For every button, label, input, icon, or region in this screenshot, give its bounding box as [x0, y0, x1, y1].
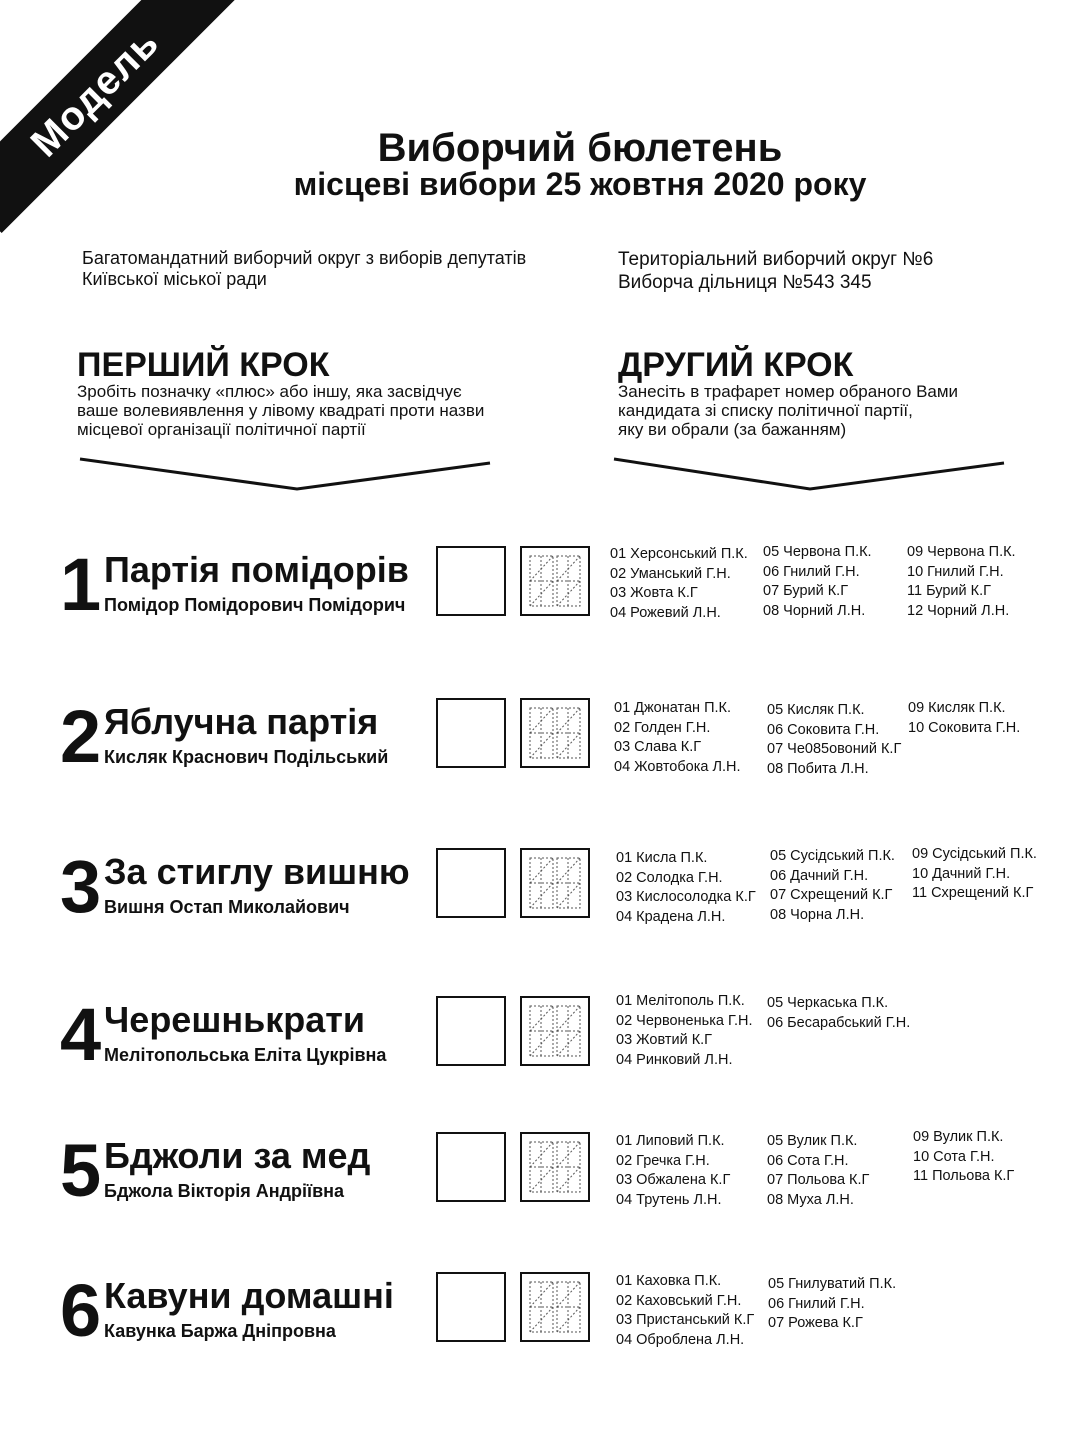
candidate-entry: 11 Бурий К.Г [907, 583, 991, 599]
candidate-entry: 07 Рожева К.Г [768, 1315, 863, 1331]
step-one-line: місцевої організації політичної партії [77, 420, 366, 439]
district-right-line: Виборча дільниця №543 345 [618, 272, 872, 293]
candidate-entry: 07 Схрещений К.Г [770, 887, 893, 903]
candidate-entry: 01 Мелітополь П.К. [616, 993, 745, 1009]
candidate-entry: 06 Гнилий Г.Н. [763, 563, 860, 580]
party-number: 2 [60, 695, 102, 778]
candidate-column [610, 545, 748, 623]
candidate-entry: 03 Жовтий К.Г [616, 1032, 713, 1048]
party-number: 4 [60, 993, 102, 1076]
party-name: Партія помідорів [104, 549, 409, 590]
candidate-column [614, 699, 741, 777]
party-name: Яблучна партія [104, 701, 379, 742]
stencil-digits-icon [527, 1279, 583, 1335]
candidate-entry: 06 Бесарабський Г.Н. [767, 1014, 911, 1031]
party-checkbox[interactable] [436, 1272, 506, 1342]
party-number: 3 [60, 845, 102, 928]
candidate-column [767, 1132, 869, 1210]
candidate-entry: 04 Крадена Л.Н. [616, 908, 726, 925]
candidate-entry: 04 Рожевий Л.Н. [610, 604, 721, 621]
candidate-entry: 05 Сусідський П.К. [770, 848, 895, 864]
candidate-entry: 04 Оброблена Л.Н. [616, 1331, 745, 1348]
candidate-entry: 06 Дачний Г.Н. [770, 867, 869, 884]
candidate-entry: 04 Ринковий Л.Н. [616, 1051, 733, 1068]
step-two-text [618, 382, 958, 439]
candidate-entry: 03 Кислосолодка К.Г [616, 889, 756, 905]
candidate-entry: 03 Обжалена К.Г [616, 1172, 731, 1188]
stencil-digits-icon [527, 1139, 583, 1195]
candidate-entry: 01 Каховка П.К. [616, 1273, 722, 1289]
candidate-entry: 10 Соковита Г.Н. [908, 719, 1021, 736]
district-left [82, 248, 526, 290]
candidate-entry: 07 Бурий К.Г [763, 583, 849, 599]
candidate-entry: 05 Кисляк П.К. [767, 702, 865, 718]
candidate-column [616, 1272, 754, 1350]
candidate-stencil[interactable] [520, 1272, 590, 1342]
candidate-column [767, 701, 901, 779]
candidate-entry: 09 Вулик П.К. [913, 1129, 1004, 1145]
candidate-column [768, 1275, 896, 1334]
candidate-entry: 02 Каховський Г.Н. [616, 1292, 742, 1309]
step-one-line: ваше волевиявлення у лівому квадраті проти назви [77, 401, 485, 420]
candidate-column [908, 699, 1020, 738]
candidate-stencil[interactable] [520, 546, 590, 616]
candidate-entry: 01 Липовий П.К. [616, 1133, 725, 1149]
candidate-entry: 01 Кисла П.К. [616, 850, 708, 866]
candidate-entry: 09 Кисляк П.К. [908, 700, 1006, 716]
candidate-entry: 10 Сота Г.Н. [913, 1148, 995, 1165]
stencil-digits-icon [527, 553, 583, 609]
candidate-entry: 11 Польова К.Г [913, 1168, 1015, 1184]
party-leader: Кавунка Баржа Дніпровна [104, 1321, 336, 1341]
stencil-digits-icon [527, 705, 583, 761]
ribbon-label: Модель [22, 20, 168, 166]
candidate-stencil[interactable] [520, 698, 590, 768]
candidate-entry: 09 Червона П.К. [907, 544, 1016, 560]
party-leader: Вишня Остап Миколайович [104, 897, 350, 917]
candidate-entry: 02 Голден Г.Н. [614, 719, 711, 736]
candidate-entry: 06 Сота Г.Н. [767, 1152, 849, 1169]
candidate-entry: 09 Сусідський П.К. [912, 846, 1037, 862]
candidate-entry: 07 Че085овоний К.Г [767, 741, 902, 757]
party-leader: Помідор Помідорович Помідорич [104, 595, 406, 615]
party-leader: Бджола Вікторія Андріївна [104, 1181, 345, 1201]
party-name: Кавуни домашні [104, 1275, 394, 1316]
candidate-column [770, 847, 895, 925]
step-one-arrow [80, 459, 490, 489]
party-name: Черешнькрати [104, 999, 365, 1040]
party-number: 6 [60, 1269, 102, 1352]
step-dividers [0, 450, 1080, 500]
candidate-entry: 08 Муха Л.Н. [767, 1191, 854, 1208]
candidate-column [767, 994, 910, 1033]
step-one-heading: ПЕРШИЙ КРОК [77, 346, 330, 384]
step-two [618, 348, 958, 439]
party-checkbox[interactable] [436, 1132, 506, 1202]
party-checkbox[interactable] [436, 848, 506, 918]
candidate-stencil[interactable] [520, 996, 590, 1066]
candidate-column [907, 543, 1016, 621]
candidate-entry: 06 Соковита Г.Н. [767, 721, 880, 738]
party-name: Бджоли за мед [104, 1135, 371, 1176]
candidate-stencil[interactable] [520, 1132, 590, 1202]
district-left-line: Київської міської ради [82, 269, 267, 289]
candidate-stencil[interactable] [520, 848, 590, 918]
candidate-entry: 12 Чорний Л.Н. [907, 602, 1010, 619]
candidate-entry: 02 Уманський Г.Н. [610, 565, 731, 582]
party-checkbox[interactable] [436, 698, 506, 768]
candidate-entry: 04 Жовтобока Л.Н. [614, 758, 741, 775]
candidate-column [912, 845, 1037, 904]
candidate-entry: 05 Вулик П.К. [767, 1133, 858, 1149]
party-checkbox[interactable] [436, 996, 506, 1066]
step-two-arrow [614, 459, 1004, 489]
party-checkbox[interactable] [436, 546, 506, 616]
party-number: 1 [60, 543, 102, 626]
district-right-line: Територіальний виборчий округ №6 [618, 249, 934, 270]
stencil-digits-icon [527, 855, 583, 911]
candidate-entry: 02 Солодка Г.Н. [616, 869, 723, 886]
candidate-entry: 08 Чорний Л.Н. [763, 602, 866, 619]
candidate-column [616, 992, 753, 1070]
party-leader: Мелітопольська Еліта Цукрівна [104, 1045, 387, 1065]
candidate-column [763, 543, 872, 621]
party-name: За стиглу вишню [104, 851, 410, 892]
step-two-heading: ДРУГИЙ КРОК [618, 346, 854, 384]
stencil-digits-icon [527, 1003, 583, 1059]
candidate-entry: 02 Гречка Г.Н. [616, 1152, 710, 1169]
candidate-entry: 04 Трутень Л.Н. [616, 1191, 722, 1208]
party-leader: Кисляк Краснович Подільський [104, 747, 389, 767]
candidate-entry: 03 Слава К.Г [614, 739, 702, 755]
step-two-line: Занесіть в трафарет номер обраного Вами [618, 382, 959, 401]
candidate-entry: 10 Гнилий Г.Н. [907, 563, 1004, 580]
candidate-entry: 06 Гнилий Г.Н. [768, 1295, 865, 1312]
candidate-entry: 02 Червоненька Г.Н. [616, 1012, 753, 1029]
step-one-line: Зробіть позначку «плюс» або іншу, яка засвідчує [77, 382, 462, 401]
candidate-entry: 01 Джонатан П.К. [614, 700, 731, 716]
party-number: 5 [60, 1129, 102, 1212]
candidate-entry: 05 Червона П.К. [763, 544, 872, 560]
candidate-column [616, 1132, 730, 1210]
candidate-entry: 08 Побита Л.Н. [767, 760, 869, 777]
candidate-entry: 08 Чорна Л.Н. [770, 906, 865, 923]
step-two-line: яку ви обрали (за бажанням) [618, 420, 847, 439]
step-two-line: кандидата зі списку політичної партії, [618, 401, 913, 420]
district-right [618, 248, 933, 294]
step-one [77, 348, 484, 439]
candidate-entry: 11 Схрещений К.Г [912, 885, 1034, 901]
district-left-line: Багатомандатний виборчий округ з виборів депутатів [82, 248, 527, 268]
candidate-entry: 01 Херсонський П.К. [610, 546, 748, 562]
candidate-entry: 07 Польова К.Г [767, 1172, 870, 1188]
candidate-entry: 10 Дачний Г.Н. [912, 865, 1011, 882]
step-one-text [77, 382, 484, 439]
candidate-entry: 05 Гнилуватий П.К. [768, 1276, 897, 1292]
candidate-column [616, 849, 756, 927]
ballot-subtitle: місцеві вибори 25 жовтня 2020 року [293, 166, 867, 202]
candidate-entry: 05 Черкаська П.К. [767, 995, 889, 1011]
candidate-entry: 03 Жовта К.Г [610, 585, 698, 601]
ballot-title: Виборчий бюлетень [377, 126, 783, 170]
candidate-column [913, 1128, 1014, 1187]
candidate-entry: 03 Пристанський К.Г [616, 1312, 755, 1328]
